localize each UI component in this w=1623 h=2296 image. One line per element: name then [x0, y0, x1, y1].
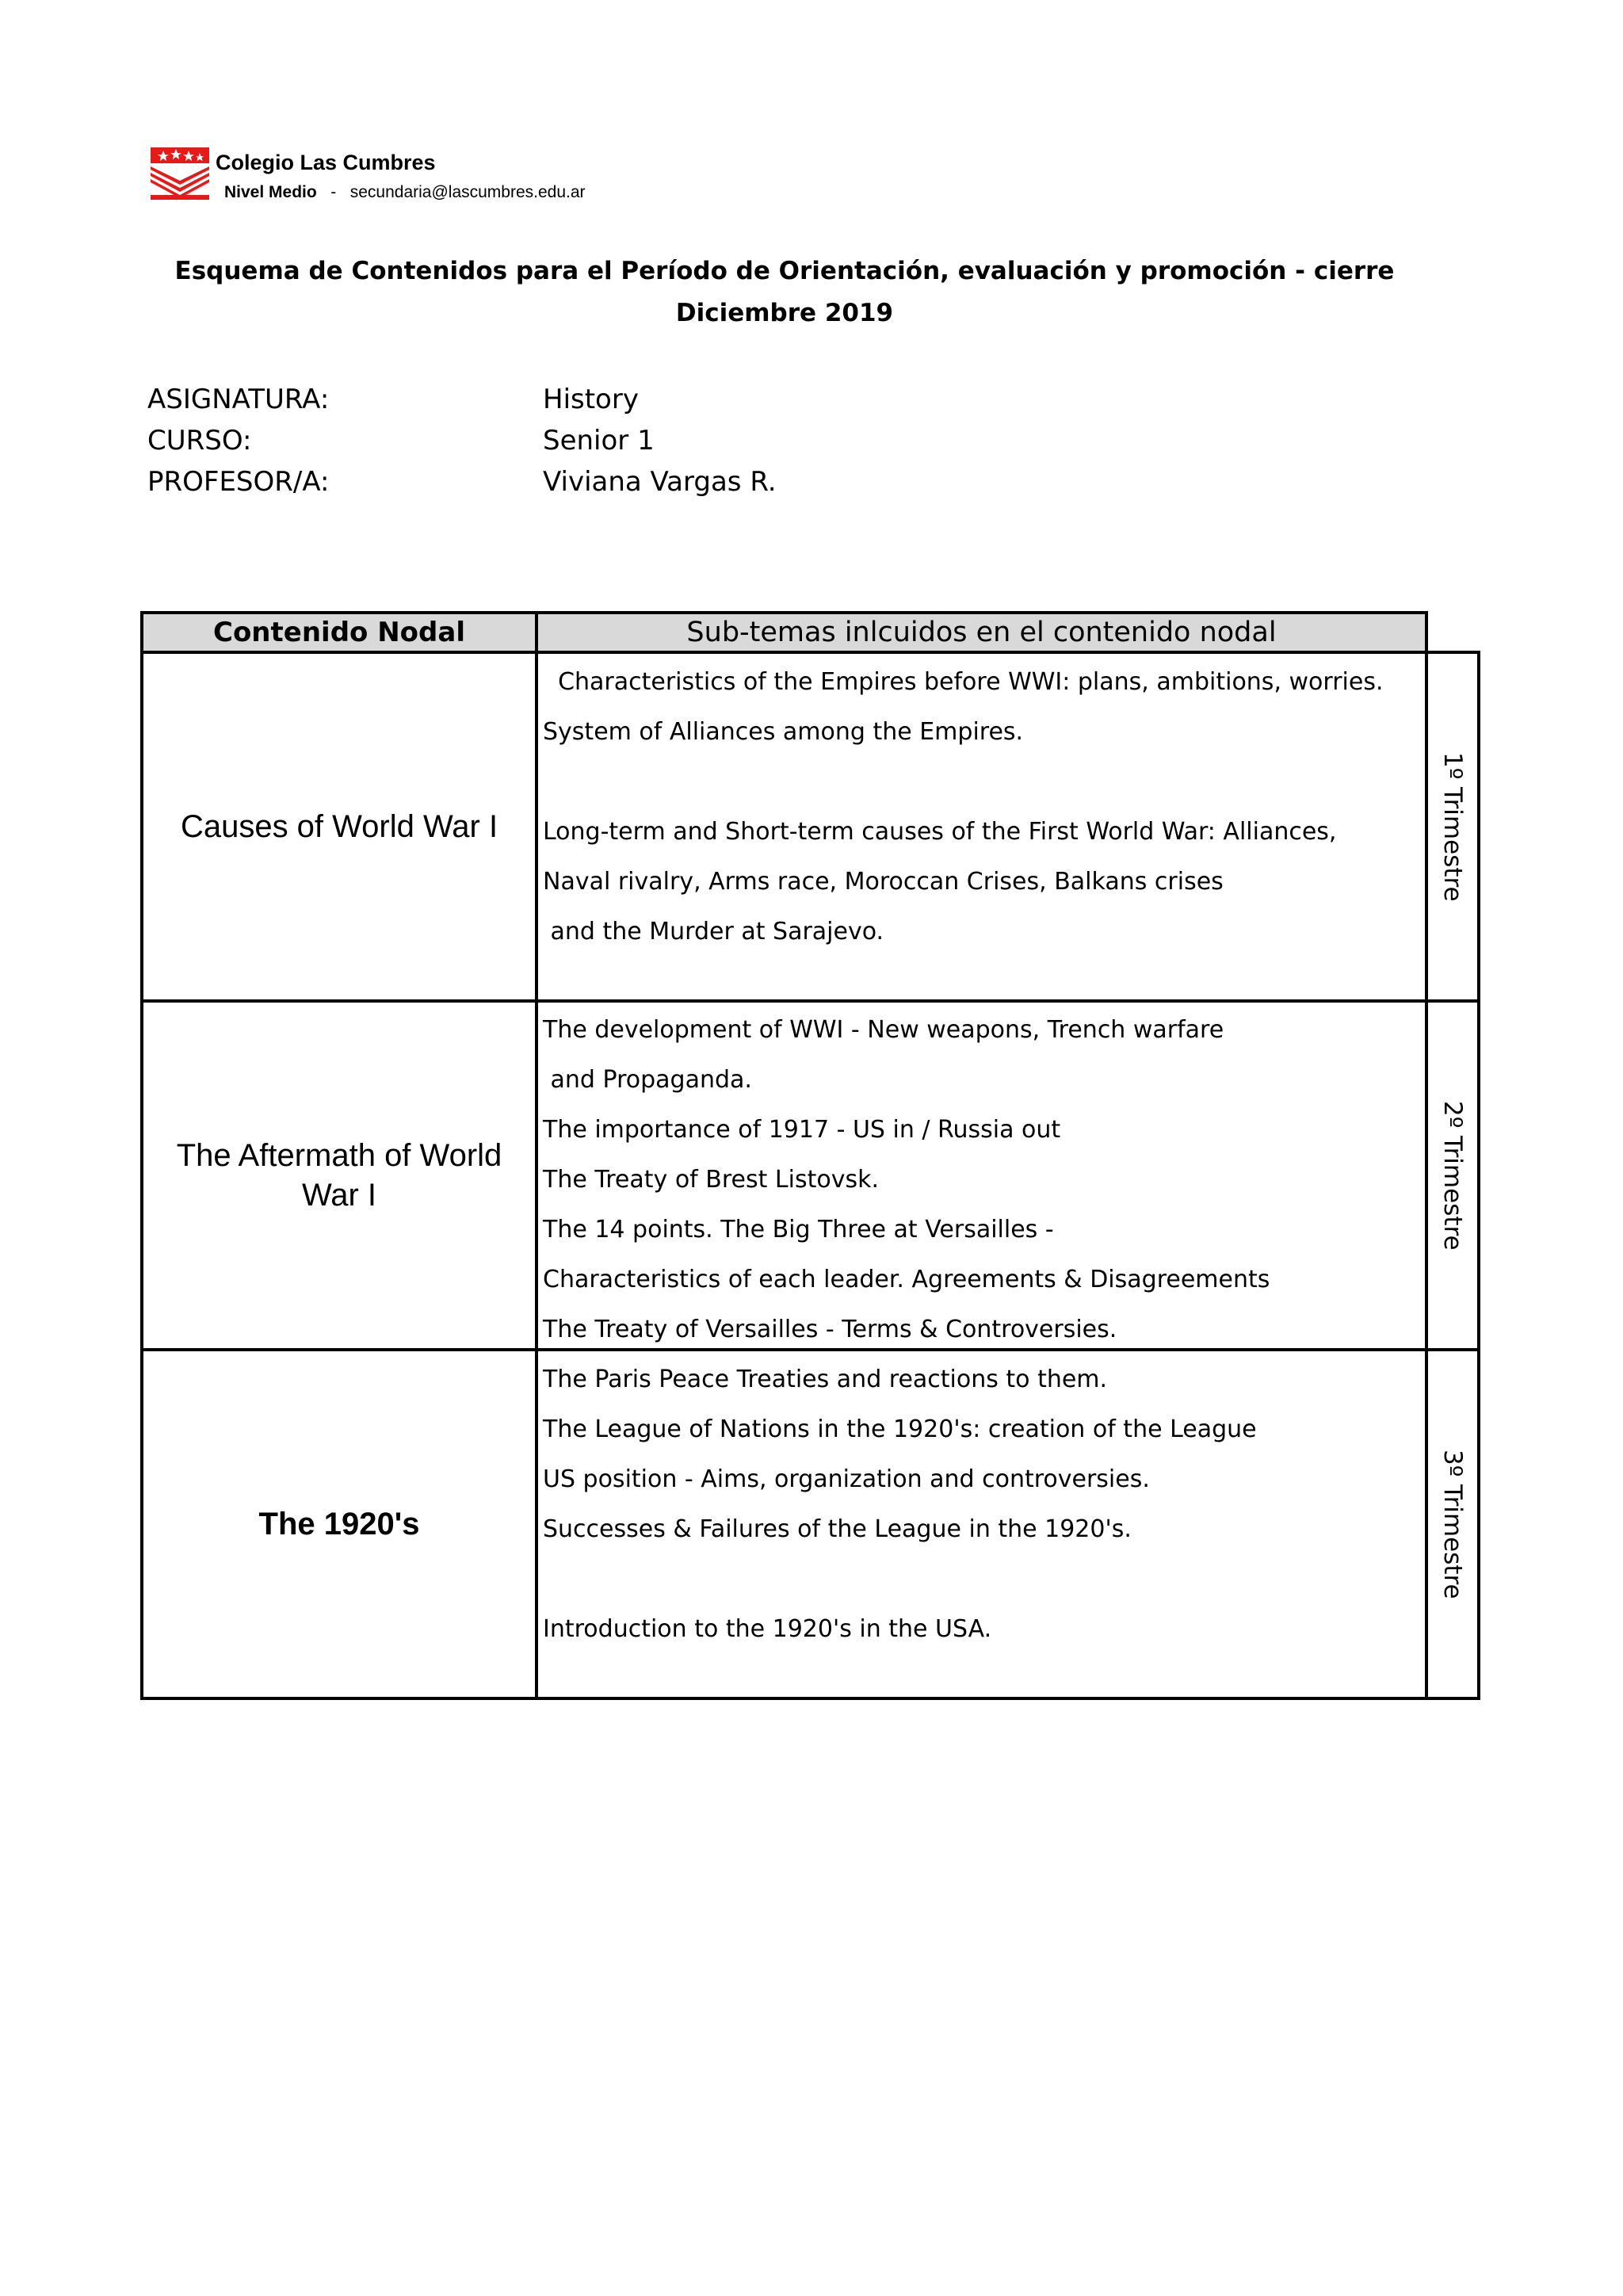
- document-title-line1: Esquema de Contenidos para el Período de Orientación, evaluación y promoción - cierre: [174, 257, 1395, 285]
- nodal-cell-1: [140, 651, 538, 1003]
- subtopic-line: Introduction to the 1920's in the USA.: [543, 1615, 992, 1643]
- subtopic-line: Naval rivalry, Arms race, Moroccan Crises, Balkans crises: [543, 868, 1224, 896]
- trimester-cell-2: [1425, 999, 1480, 1351]
- school-email: secundaria@lascumbres.edu.ar: [349, 183, 586, 201]
- curso-label: CURSO:: [147, 425, 252, 457]
- curso-value: Senior 1: [543, 425, 655, 457]
- subtopic-line: Characteristics of each leader. Agreements & Disagreements: [543, 1266, 1270, 1293]
- nodal-content-1: Causes of World War I: [180, 809, 498, 844]
- profesor-label: PROFESOR/A:: [147, 466, 330, 498]
- trimester-cell-1: [1425, 651, 1480, 1003]
- school-name: Colegio Las Cumbres: [216, 151, 436, 174]
- subtopic-line: The Treaty of Versailles - Terms & Controversies.: [543, 1316, 1117, 1343]
- school-logo: [149, 146, 211, 201]
- school-level: Nivel Medio: [224, 183, 317, 201]
- subtopics-cell-3: [535, 1348, 1428, 1700]
- info-asignatura: [147, 384, 639, 415]
- document-title-line2: Diciembre 2019: [675, 299, 894, 327]
- subtopic-line: Long-term and Short-term causes of the First World War: Alliances,: [543, 818, 1337, 846]
- nodal-cell-2: [140, 999, 538, 1351]
- separator: -: [330, 183, 337, 201]
- subtopic-line: and Propaganda.: [543, 1066, 752, 1094]
- profesor-value: Viviana Vargas R.: [543, 466, 777, 498]
- subtopic-line: US position - Aims, organization and controversies.: [543, 1465, 1150, 1493]
- nodal-content-3: The 1920's: [258, 1507, 420, 1541]
- subtopic-line: The Paris Peace Treaties and reactions to them.: [543, 1366, 1108, 1393]
- column-header-subtopics: Sub-temas inlcuidos en el contenido nodal: [535, 611, 1428, 654]
- trimester-cell-3: [1425, 1348, 1480, 1700]
- trimester-label-1: 1º Trimestre: [1438, 751, 1467, 902]
- info-profesor: [147, 466, 777, 498]
- trimester-label-2: 2º Trimestre: [1438, 1100, 1467, 1251]
- subtopics-cell-2: [535, 999, 1428, 1351]
- subtopic-line: The development of WWI - New weapons, Trench warfare: [543, 1016, 1224, 1044]
- subtopic-line: Characteristics of the Empires before WWI: plans, ambitions, worries.: [543, 668, 1384, 696]
- nodal-content-2: The Aftermath of World War I: [176, 1138, 502, 1213]
- asignatura-value: History: [543, 384, 639, 415]
- subtopic-line: The 14 points. The Big Three at Versailles -: [543, 1216, 1054, 1244]
- subtopic-line: and the Murder at Sarajevo.: [543, 918, 884, 946]
- subtopics-cell-1: [535, 651, 1428, 1003]
- subtopic-line: The importance of 1917 - US in / Russia out: [543, 1116, 1061, 1144]
- subtopic-line: The Treaty of Brest Listovsk.: [543, 1166, 879, 1194]
- subtopic-line: Successes & Failures of the League in the 1920's.: [543, 1515, 1132, 1543]
- asignatura-label: ASIGNATURA:: [147, 384, 330, 415]
- school-contact-line: [224, 183, 586, 202]
- nodal-cell-3: [140, 1348, 538, 1700]
- column-header-nodal: Contenido Nodal: [140, 611, 538, 654]
- subtopic-line: System of Alliances among the Empires.: [543, 718, 1024, 746]
- info-curso: [147, 425, 655, 457]
- trimester-label-3: 3º Trimestre: [1438, 1449, 1467, 1599]
- subtopic-line: The League of Nations in the 1920's: creation of the League: [543, 1415, 1257, 1443]
